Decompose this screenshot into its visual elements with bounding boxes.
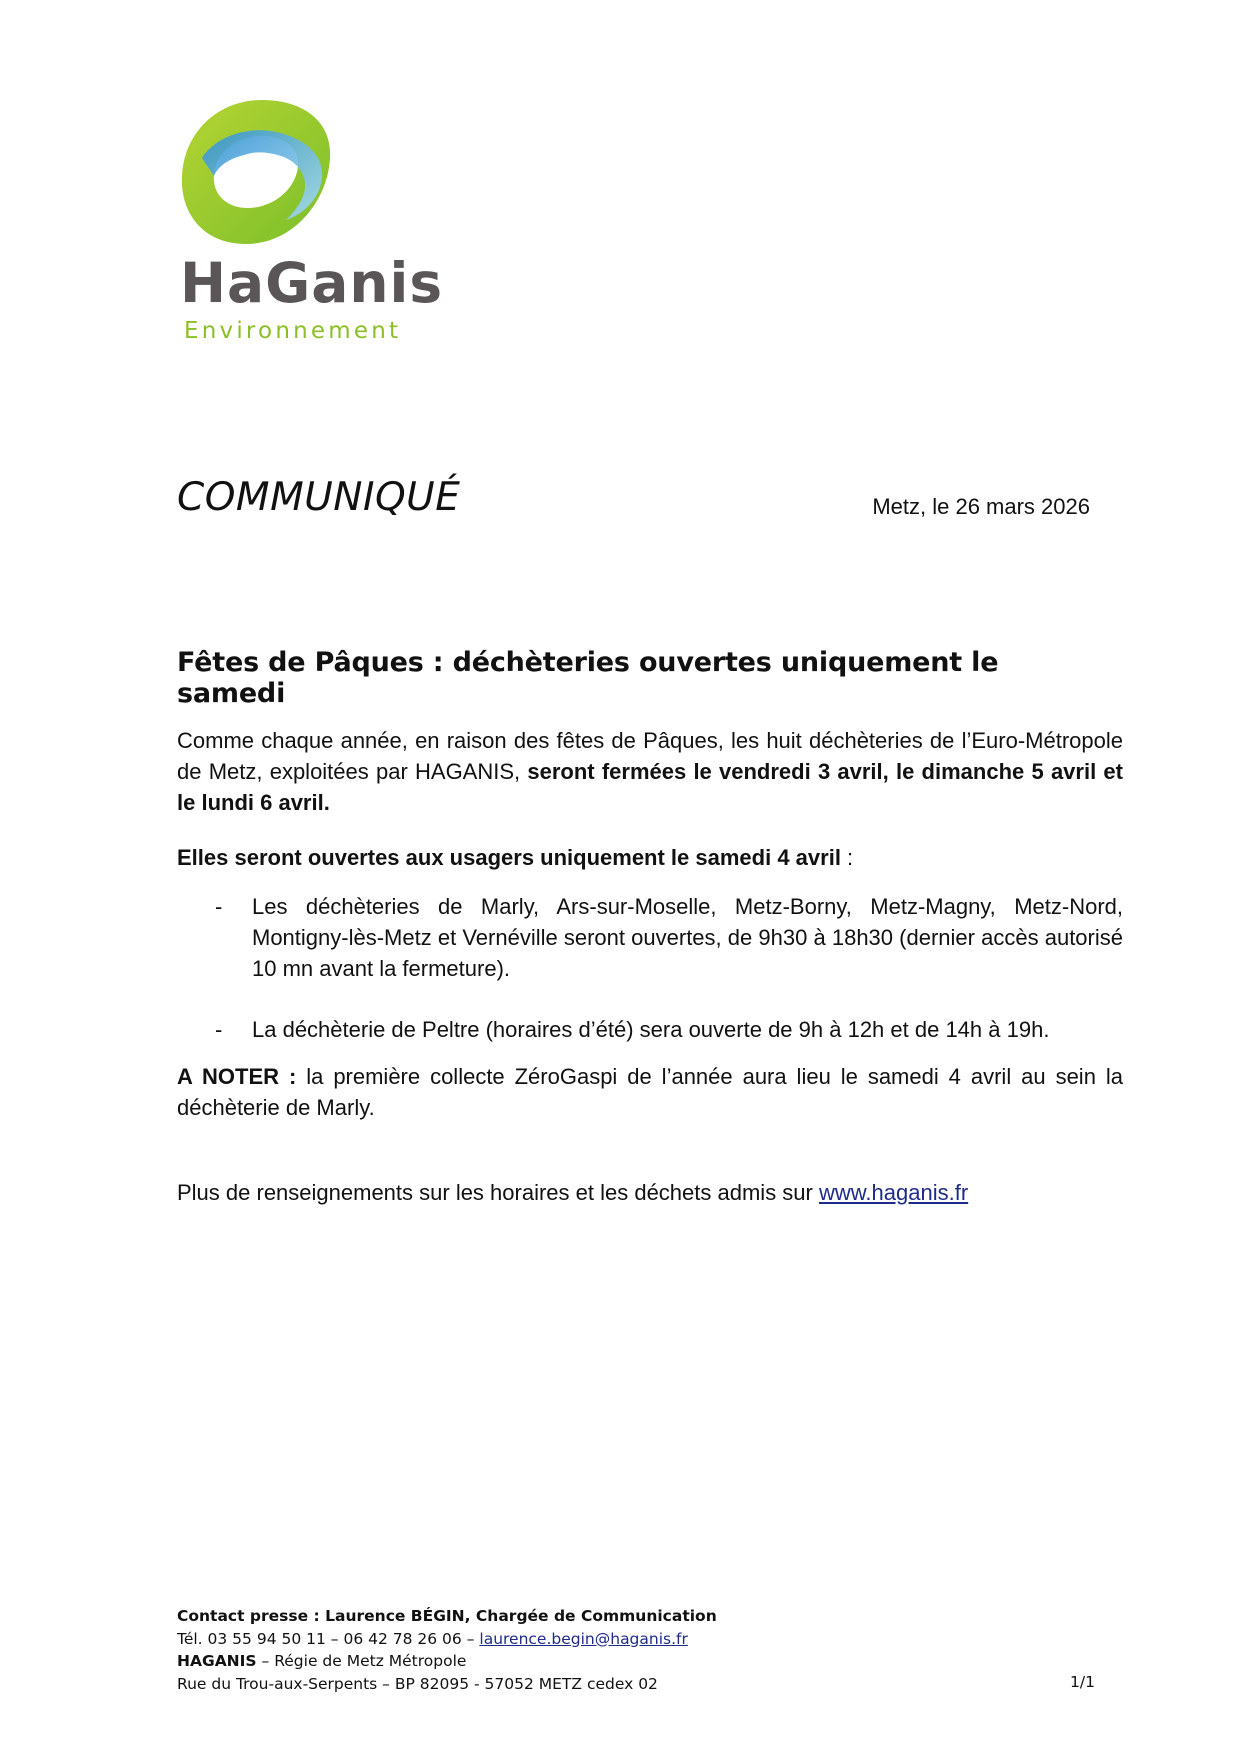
intro-paragraph <box>177 725 1123 818</box>
haganis-ring-logo-icon <box>176 96 336 246</box>
communique-label: COMMUNIQUÉ <box>177 475 461 520</box>
press-release-body <box>177 725 1123 1208</box>
note-paragraph <box>177 1061 1123 1123</box>
intro-text: Comme chaque année, en raison des fêtes de Pâques, les huit déchèteries de l’Euro-Métropole de Metz, exploitées par HAGANIS, <box>177 728 1123 784</box>
list-item-text: Les déchèteries de Marly, Ars-sur-Moselle, Metz-Borny, Metz-Magny, Metz-Nord, Montigny-lès-Metz et Vernéville seront ouvertes, de 9h30 à 18h30 (dernier accès autorisé 10 mn avant la fermeture). <box>252 894 1123 981</box>
haganis-logo <box>176 96 444 358</box>
logo-wordmark: HaGanis <box>180 251 444 315</box>
press-release-title: Fêtes de Pâques : déchèteries ouvertes uniquement le samedi <box>177 647 999 709</box>
org-description: – Régie de Metz Métropole <box>256 1652 467 1670</box>
note-label: A NOTER : <box>177 1064 297 1089</box>
more-info-text: Plus de renseignements sur les horaires et les déchets admis sur <box>177 1180 819 1205</box>
opening-paragraph <box>177 842 1123 873</box>
intro-closure-dates: seront fermées le vendredi 3 avril, le dimanche 5 avril et le lundi 6 avril. <box>177 759 1123 815</box>
opening-suffix: : <box>840 845 854 870</box>
page-number: 1/1 <box>1070 1673 1095 1691</box>
more-info-paragraph <box>177 1177 1123 1208</box>
org-name: HAGANIS <box>177 1652 257 1670</box>
opening-hours-list <box>177 891 1123 1045</box>
list-dash: - <box>215 894 223 919</box>
org-address: Rue du Trou-aux-Serpents – BP 82095 - 57052 METZ cedex 02 <box>177 1674 658 1693</box>
list-item <box>177 1014 1123 1045</box>
opening-statement: Elles seront ouvertes aux usagers uniquement le samedi 4 avril <box>177 845 841 870</box>
dateline: Metz, le 26 mars 2026 <box>872 494 1090 519</box>
list-item-text: La déchèterie de Peltre (horaires d’été) sera ouverte de 9h à 12h et de 14h à 19h. <box>252 1017 1050 1042</box>
logo-subtitle: Environnement <box>184 318 402 344</box>
press-contact: Contact presse : Laurence BÉGIN, Chargée de Communication <box>177 1607 717 1625</box>
contact-email-link[interactable]: laurence.begin@haganis.fr <box>479 1629 688 1648</box>
list-item <box>177 891 1123 984</box>
website-link[interactable]: www.haganis.fr <box>818 1180 969 1205</box>
note-text: la première collecte ZéroGaspi de l’année aura lieu le samedi 4 avril au sein la déchèterie de Marly. <box>177 1064 1123 1120</box>
contact-phone: Tél. 03 55 94 50 11 – 06 42 78 26 06 – <box>177 1629 480 1648</box>
press-contact-footer <box>177 1605 1097 1695</box>
list-dash: - <box>215 1017 223 1042</box>
